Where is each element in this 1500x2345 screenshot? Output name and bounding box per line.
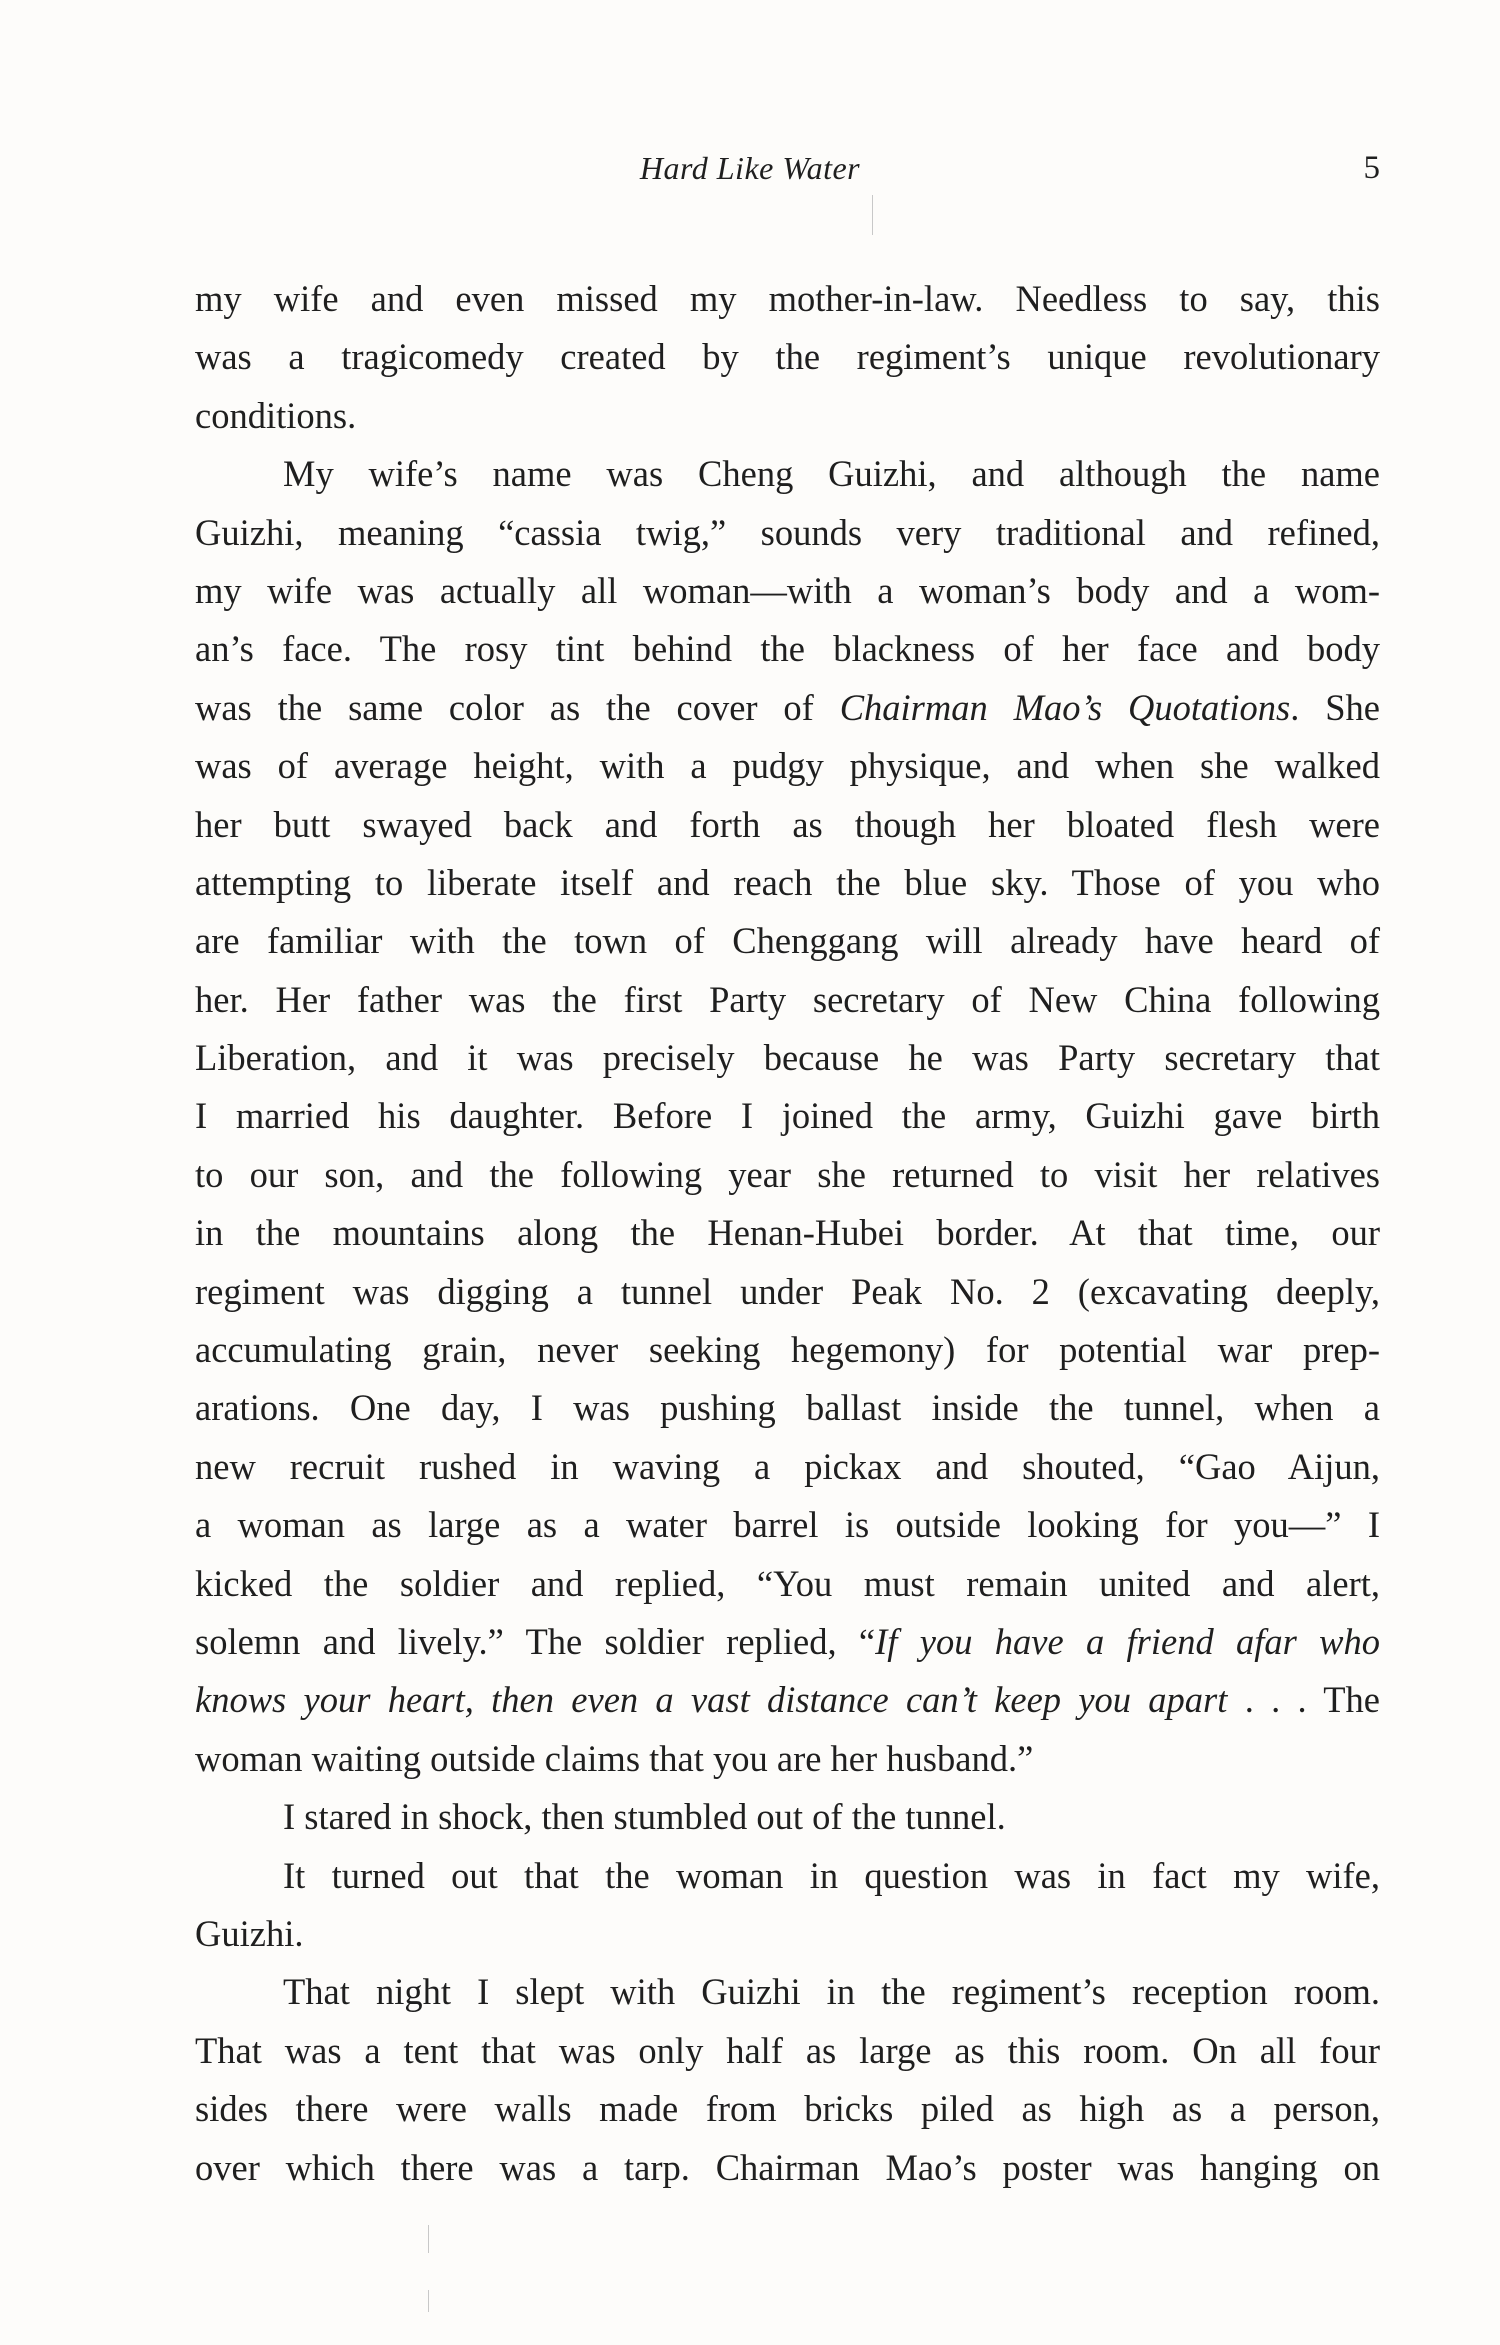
text-line: my wife and even missed my mother-in-law. Needless to say, this: [195, 278, 1380, 319]
scan-artifact-line: [872, 195, 873, 235]
text-line: an’s face. The rosy tint behind the blackness of her face and body: [195, 628, 1380, 670]
text-line: in the mountains along the Henan-Hubei border. At that time, our: [195, 1212, 1380, 1254]
paragraph-first-line: That night I slept with Guizhi in the regiment’s reception room.: [283, 1971, 1380, 2013]
text-line: was a tragicomedy created by the regiment’s unique revolutionary: [195, 336, 1380, 378]
page-number: 5: [1363, 150, 1380, 186]
text-line: was of average height, with a pudgy physique, and when she walked: [195, 745, 1380, 787]
text-line: Guizhi.: [195, 1912, 304, 1954]
paragraph-first-line: My wife’s name was Cheng Guizhi, and although the name: [283, 453, 1380, 495]
text-run: was the same color as the cover of: [195, 686, 840, 728]
text-line: her. Her father was the first Party secretary of New China following: [195, 978, 1380, 1020]
running-head-title: Hard Like Water: [639, 150, 861, 186]
body-text: [195, 270, 1380, 2197]
text-line: a woman as large as a water barrel is outside looking for you—” I: [195, 1504, 1380, 1546]
text-line: [195, 679, 1380, 737]
quoted-verse-italic: If you have a friend afar who: [875, 1620, 1380, 1662]
paragraph-first-line: It turned out that the woman in question was in fact my wife,: [283, 1854, 1380, 1896]
text-run: . . . The: [1227, 1679, 1380, 1721]
book-title-italic: Chairman Mao’s Quotations: [839, 686, 1291, 728]
text-line: That was a tent that was only half as large as this room. On all four: [195, 2029, 1380, 2071]
text-line: accumulating grain, never seeking hegemony) for potential war prep-: [195, 1329, 1380, 1371]
text-line: new recruit rushed in waving a pickax and shouted, “Gao Aijun,: [195, 1445, 1380, 1487]
text-line: [195, 1671, 1380, 1729]
text-line: [195, 1613, 1380, 1671]
text-line: regiment was digging a tunnel under Peak No. 2 (excavating deeply,: [195, 1270, 1380, 1312]
text-line: Guizhi, meaning “cassia twig,” sounds very traditional and refined,: [195, 511, 1380, 553]
quoted-verse-italic: knows your heart, then even a vast distance can’t keep you apart: [195, 1679, 1228, 1721]
text-line: sides there were walls made from bricks piled as high as a person,: [195, 2088, 1380, 2130]
text-line: I married his daughter. Before I joined the army, Guizhi gave birth: [195, 1095, 1380, 1137]
text-run: solemn and lively.” The soldier replied, “: [195, 1620, 876, 1662]
text-line: are familiar with the town of Chenggang will already have heard of: [195, 920, 1380, 962]
text-line: attempting to liberate itself and reach the blue sky. Those of you who: [195, 861, 1380, 903]
text-line: conditions.: [195, 394, 357, 436]
text-line: my wife was actually all woman—with a woman’s body and a wom-: [195, 569, 1380, 611]
text-run: . She: [1290, 686, 1380, 728]
scan-artifact-line: [428, 2225, 429, 2253]
running-head: [0, 148, 1500, 198]
text-line: to our son, and the following year she returned to visit her relatives: [195, 1153, 1380, 1195]
text-line: arations. One day, I was pushing ballast inside the tunnel, when a: [195, 1387, 1380, 1429]
text-line: over which there was a tarp. Chairman Mao’s poster was hanging on: [195, 2146, 1380, 2188]
text-line: kicked the soldier and replied, “You must remain united and alert,: [195, 1562, 1380, 1604]
text-line: her butt swayed back and forth as though her bloated flesh were: [195, 803, 1380, 845]
scan-artifact-line: [428, 2290, 429, 2312]
text-line: Liberation, and it was precisely because he was Party secretary that: [195, 1037, 1380, 1079]
paragraph-first-line: I stared in shock, then stumbled out of the tunnel.: [283, 1796, 1006, 1838]
text-line: woman waiting outside claims that you are her husband.”: [195, 1737, 1034, 1779]
